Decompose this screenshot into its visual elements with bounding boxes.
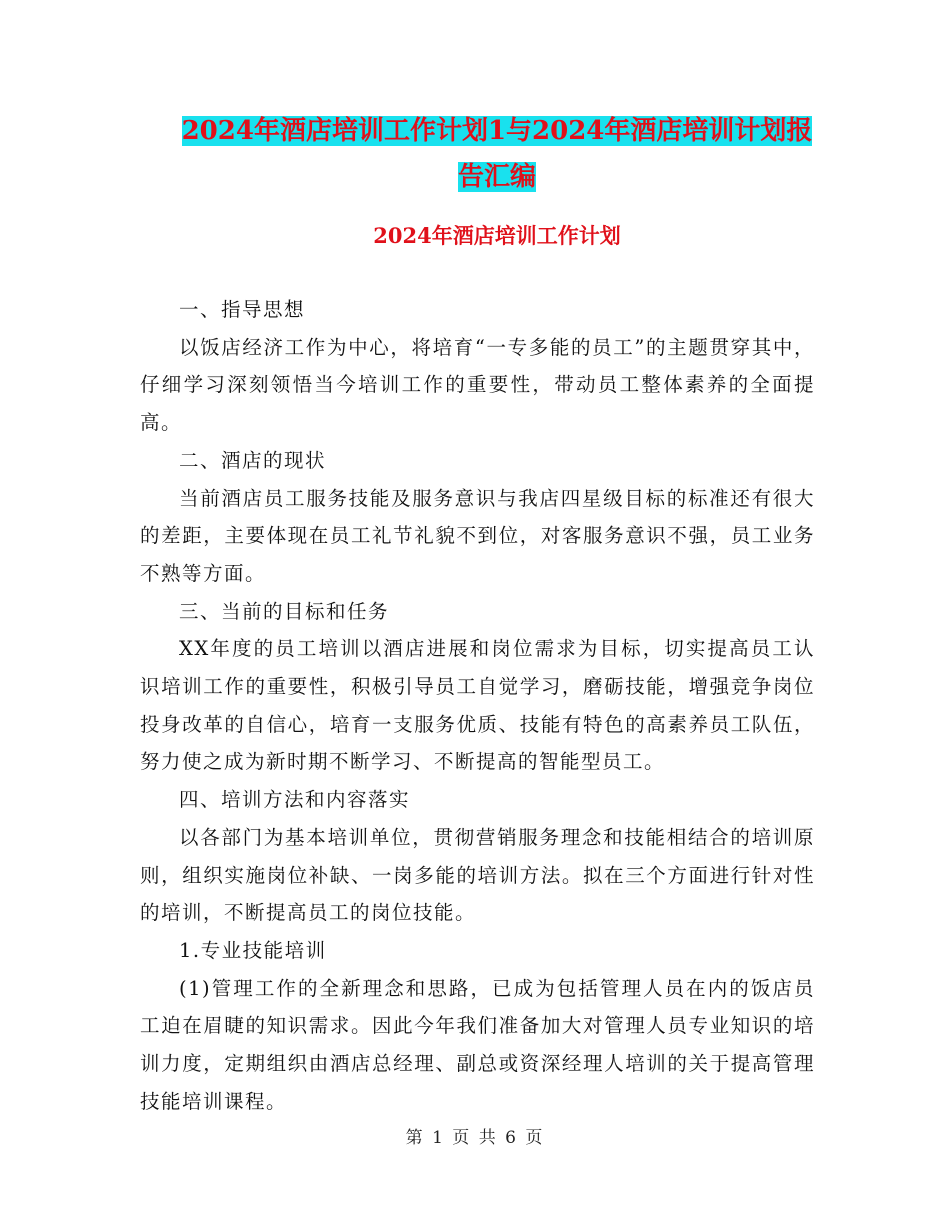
document-title [140,108,854,200]
paragraph-guiding-ideology: 以饭店经济工作为中心，将培育“一专多能的员工”的主题贯穿其中，仔细学习深刻领悟当今培训工作的重要性，带动员工整体素养的全面提高。 [140,335,815,435]
paragraph-management-training: (1)管理工作的全新理念和思路，已成为包括管理人员在内的饭店员工迫在眉睫的知识需求。因此今年我们准备加大对管理人员专业知识的培训力度，定期组织由酒店总经理、副总或资深经理人培训的关于提高管理技能培训课程。 [140,976,815,1113]
document-body [140,291,815,1120]
document-title-line-2: 告汇编 [457,162,536,192]
paragraph-training-methods: 以各部门为基本培训单位，贯彻营销服务理念和技能相结合的培训原则，组织实施岗位补缺、一岗多能的培训方法。拟在三个方面进行针对性的培训，不断提高员工的岗位技能。 [140,825,815,925]
page-footer: 第 1 页 共 6 页 [405,1128,545,1148]
heading-professional-skills: 1.专业技能培训 [179,938,327,962]
heading-hotel-status: 二、酒店的现状 [179,448,327,472]
heading-goals-tasks: 三、当前的目标和任务 [179,599,390,623]
heading-training-methods: 四、培训方法和内容落实 [179,788,411,812]
section-title: 2024年酒店培训工作计划 [373,223,621,248]
heading-guiding-ideology: 一、指导思想 [179,298,306,321]
paragraph-hotel-status: 当前酒店员工服务技能及服务意识与我店四星级目标的标准还有很大的差距，主要体现在员工礼节礼貌不到位，对客服务意识不强，员工业务不熟等方面。 [140,486,815,585]
paragraph-goals-tasks: XX年度的员工培训以酒店进展和岗位需求为目标，切实提高员工认识培训工作的重要性，积极引导员工自觉学习，磨砺技能，增强竞争岗位投身改革的自信心，培育一支服务优质、技能有特色的高素养员工队伍，努力使之成为新时期不断学习、不断提高的智能型员工。 [140,637,815,774]
document-title-line-1: 2024年酒店培训工作计划1与2024年酒店培训计划报 [181,116,813,146]
